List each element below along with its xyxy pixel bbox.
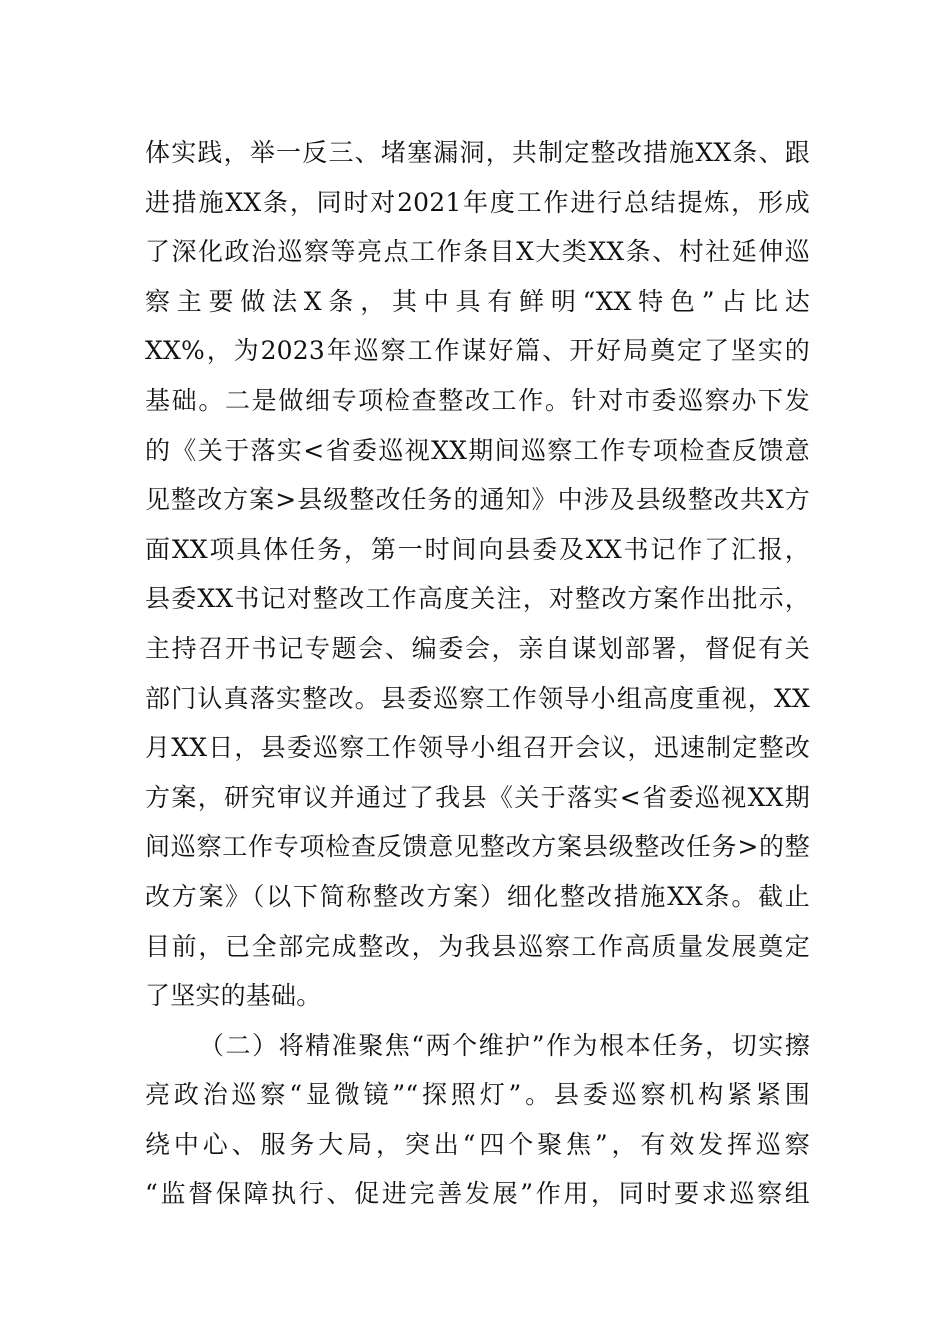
text-line: 进措施XX条，同时对2021年度工作进行总结提炼，形成 — [145, 187, 810, 217]
text-line: 县委XX书记对整改工作高度关注，对整改方案作出批示， — [145, 584, 810, 614]
text-line: 察主要做法X条，其中具有鲜明“XX特色”占比达 — [145, 286, 810, 316]
section-heading-line: （二）将精准聚焦“两个维护”作为根本任务，切实擦 — [199, 1030, 810, 1060]
text-line: 见整改方案>县级整改任务的通知》中涉及县级整改共X方 — [145, 485, 810, 515]
text-line: 改方案》（以下简称整改方案）细化整改措施XX条。截止 — [145, 881, 810, 911]
text-line: 部门认真落实整改。县委巡察工作领导小组高度重视，XX — [145, 683, 810, 713]
text-line: 主持召开书记专题会、编委会，亲自谋划部署，督促有关 — [145, 633, 810, 663]
text-line: XX%，为2023年巡察工作谋好篇、开好局奠定了坚实的 — [145, 336, 810, 366]
text-line: 基础。二是做细专项检查整改工作。针对市委巡察办下发 — [145, 385, 810, 415]
text-line: 体实践，举一反三、堵塞漏洞，共制定整改措施XX条、跟 — [145, 138, 810, 167]
text-line: 亮政治巡察“显微镜”“探照灯”。县委巡察机构紧紧围 — [145, 1080, 810, 1110]
text-line: 方案，研究审议并通过了我县《关于落实<省委巡视XX期 — [145, 782, 810, 812]
paragraph-end-line: 了坚实的基础。 — [145, 981, 322, 1011]
text-line: 月XX日，县委巡察工作领导小组召开会议，迅速制定整改 — [145, 733, 810, 763]
text-line: 面XX项具体任务，第一时间向县委及XX书记作了汇报， — [145, 534, 810, 564]
text-line: “监督保障执行、促进完善发展”作用，同时要求巡察组 — [145, 1179, 810, 1209]
text-line: 间巡察工作专项检查反馈意见整改方案县级整改任务>的整 — [145, 832, 810, 862]
text-line: 目前，已全部完成整改，为我县巡察工作高质量发展奠定 — [145, 931, 810, 961]
text-line: 了深化政治巡察等亮点工作条目X大类XX条、村社延伸巡 — [145, 237, 810, 267]
text-line: 绕中心、服务大局，突出“四个聚焦”，有效发挥巡察 — [145, 1129, 810, 1159]
text-line: 的《关于落实<省委巡视XX期间巡察工作专项检查反馈意 — [145, 435, 810, 465]
document-body — [145, 128, 810, 1219]
